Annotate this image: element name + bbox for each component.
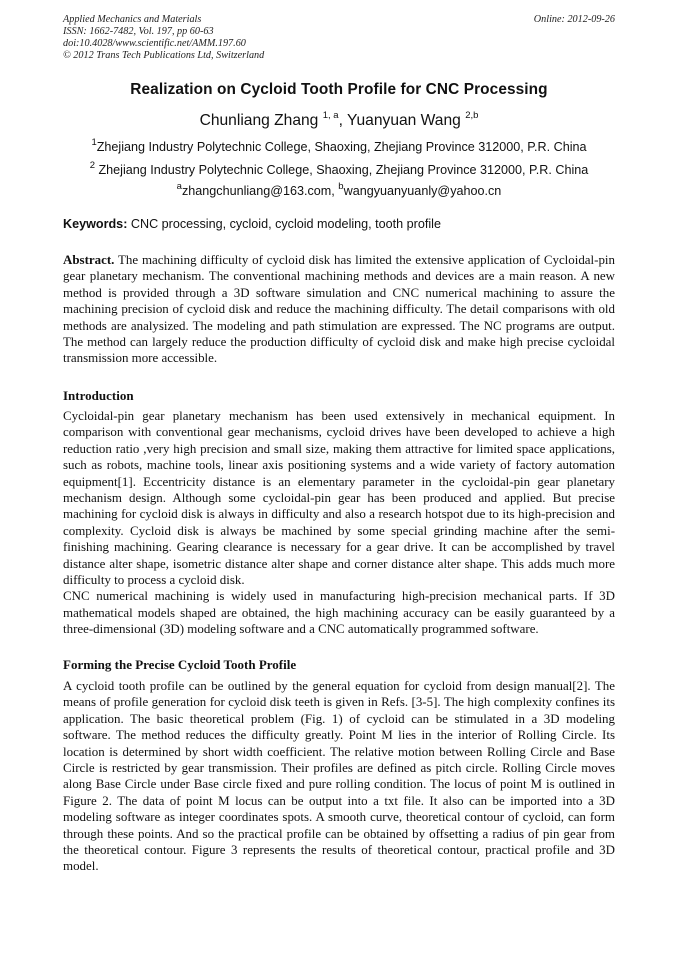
doi-line: doi:10.4028/www.scientific.net/AMM.197.60 — [63, 38, 246, 49]
affiliation-text: Zhejiang Industry Polytechnic College, Shaoxing, Zhejiang Province 312000, P.R. China — [98, 163, 589, 178]
paragraph: CNC numerical machining is widely used in manufacturing high-precision mechanical parts. If 3D mathematical models shaped are obtained, the high machining accuracy can be easily guaranteed by a three-dimensional (3D) modeling software and a CNC automatically programmed software. — [63, 588, 615, 637]
abstract-text: The machining difficulty of cycloid disk has limited the extensive application of Cycloidal-pin gear planetary mechanism. The conventional machining methods and devices are a main reason. A new method is provided through a 3D software simulation and CNC numerical machining to assure the machining precision of cycloid disk and reduce the machining difficulty. The detail comparisons with old methods are analysized. The modeling and path stimulation are expressed. The NC programs are output. The method can largely reduce the production difficulty of cycloid disk and make high precise cycloidal transmission more accessible. — [63, 252, 615, 366]
introduction-body — [63, 408, 615, 638]
author-name: Yuanyuan Wang — [346, 112, 461, 130]
paragraph: A cycloid tooth profile can be outlined by the general equation for cycloid from design manual[2]. The means of profile generation for cycloid disk teeth is given in Refs. [3-5]. The high complexity confines its application. The basic theoretical problem (Fig. 1) of cycloid can be stimulated in a 3D modeling software. The method reduces the difficulty greatly. Point M lies in the interior of Rolling Circle. Its location is determined by short width coefficient. The relative motion between Rolling Circle and Base Circle is restricted by gear transmission. Their profiles are defined as pitch circle. Rolling Circle moves along Base Circle under Base circle fixed and pure rolling condition. The locus of point M is outlined in Figure 2. The data of point M locus can be output into a txt file. It also can be imported into a 3D modeling software as integer coordinates spots. A smooth curve, theoretical contour of cycloid, can form through these points. And so the practical profile can be obtained by offsetting a radius of pin gear from the theoretical contour. Figure 3 represents the results of theoretical contour, practical profile and 3D model. — [63, 678, 615, 874]
author-superscript: 1, a — [322, 110, 339, 121]
author-name: Chunliang Zhang — [199, 112, 319, 130]
email-address[interactable]: zhangchunliang@163.com, — [181, 184, 335, 199]
copyright-line: © 2012 Trans Tech Publications Ltd, Switzerland — [63, 50, 265, 61]
author-superscript: 2,b — [465, 110, 479, 121]
paragraph: Cycloidal-pin gear planetary mechanism has been used extensively in mechanical equipment. In comparison with conventional gear mechanisms, cycloid drives have been developed to achieve a high reduction ratio ,very high precision and small size, making them attractive for limited space applications, such as robots, machine tools, linear axis positioning systems and a wide variety of factory automation equipment[1]. Eccentricity distance is an elementary parameter in the cycloidal-pin gear planetary mechanism design. Although some cycloidal-pin gear has been produced and applied. But precise machining for cycloid disk is always in difficulty and also a research hotspot due to its high-precision and complexity. Cycloid disk is always be machined by some special grinding machine after the semi-finishing machining. Gearing clearance is necessary for a gear drive. It can be accomplished by travel distance alter shape, isometric distance alter shape and corner distance alter shape. This adds much more difficulty to process a cycloid disk. — [63, 408, 615, 588]
forming-body — [63, 678, 615, 875]
author-line — [0, 111, 678, 130]
online-date: Online: 2012-09-26 — [533, 14, 615, 25]
section-heading-forming: Forming the Precise Cycloid Tooth Profile — [63, 657, 297, 672]
section-heading-introduction: Introduction — [63, 388, 134, 403]
author-separator: , — [338, 112, 343, 130]
affiliation-1 — [0, 138, 678, 154]
paper-title: Realization on Cycloid Tooth Profile for CNC Processing — [130, 81, 548, 98]
keywords — [63, 217, 615, 231]
email-address[interactable]: wangyuanyuanly@yahoo.cn — [343, 184, 502, 199]
abstract-label: Abstract. — [63, 252, 115, 267]
keywords-text: CNC processing, cycloid, cycloid modeling, tooth profile — [130, 217, 441, 231]
email-superscript: b — [338, 181, 344, 192]
email-superscript: a — [176, 181, 182, 192]
issn-line: ISSN: 1662-7482, Vol. 197, pp 60-63 — [63, 26, 214, 37]
journal-name: Applied Mechanics and Materials — [63, 14, 202, 25]
affiliation-2 — [0, 161, 678, 177]
abstract — [63, 252, 615, 367]
keywords-label: Keywords: — [63, 217, 128, 231]
email-line — [0, 182, 678, 198]
affiliation-superscript: 2 — [89, 160, 95, 171]
affiliation-superscript: 1 — [91, 137, 97, 148]
journal-header — [63, 14, 264, 62]
affiliation-text: Zhejiang Industry Polytechnic College, Shaoxing, Zhejiang Province 312000, P.R. China — [96, 140, 587, 155]
